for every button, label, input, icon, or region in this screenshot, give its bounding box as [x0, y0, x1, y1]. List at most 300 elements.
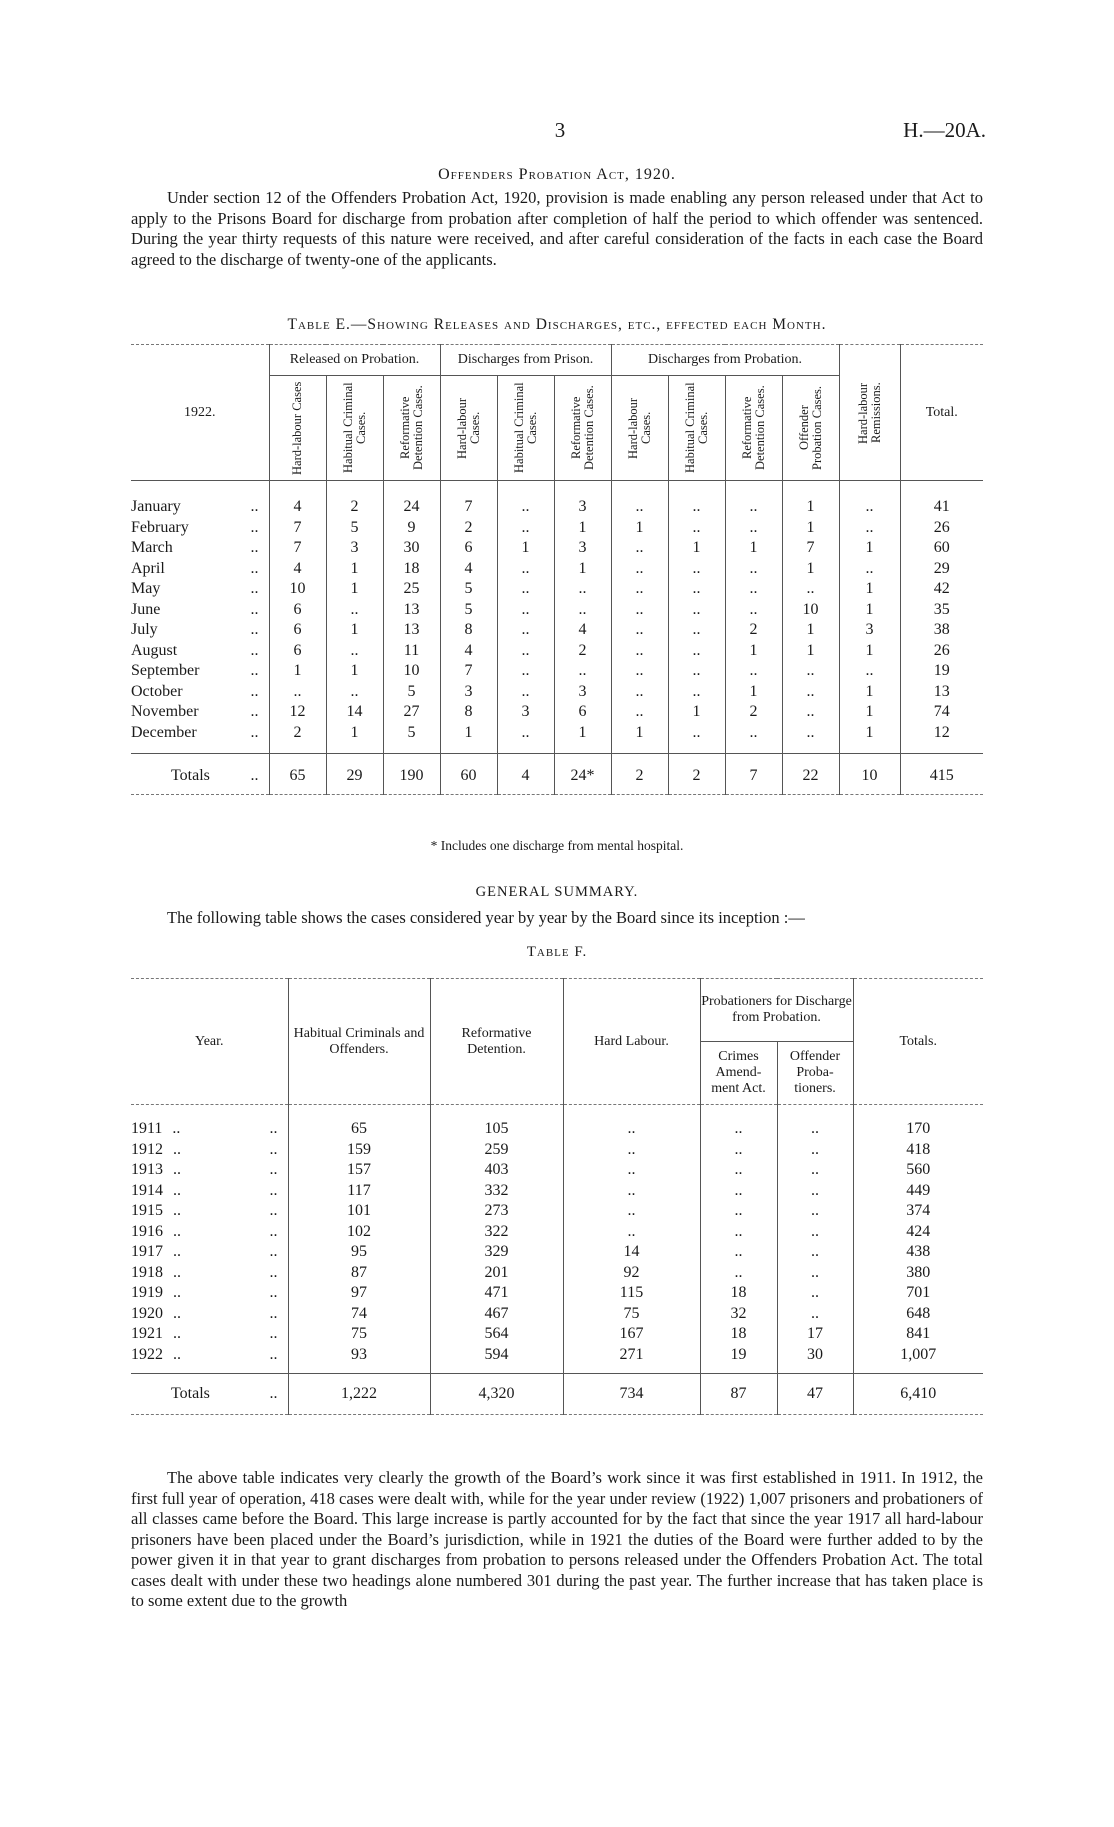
leader-dots: .. [269, 1304, 278, 1322]
value-cell: 1 [611, 518, 668, 539]
section-title: Offenders Probation Act, 1920. [438, 166, 676, 183]
total-cell: 29 [326, 754, 383, 795]
leader-dots: .. [250, 621, 259, 639]
leader-dots: .. [169, 1202, 181, 1220]
value-cell: .. [725, 579, 782, 600]
value-cell: .. [611, 559, 668, 580]
value-cell: 30 [777, 1345, 853, 1374]
value-cell: .. [725, 518, 782, 539]
value-cell: .. [611, 620, 668, 641]
value-cell: .. [700, 1160, 777, 1181]
value-cell: 5 [326, 518, 383, 539]
value-cell: .. [611, 682, 668, 703]
value-cell: .. [497, 682, 554, 703]
month-label: January [131, 498, 181, 516]
value-cell: .. [497, 661, 554, 682]
year-cell [131, 1222, 288, 1243]
value-cell: 4 [440, 559, 497, 580]
subheader: Habitual Criminal Cases. [511, 382, 539, 474]
value-cell: 12 [269, 702, 326, 723]
value-cell: 30 [383, 538, 440, 559]
total-cell: 7 [725, 754, 782, 795]
table-row [131, 559, 983, 580]
leader-dots: .. [269, 1284, 278, 1302]
table-row [131, 481, 983, 518]
value-cell: 8 [440, 620, 497, 641]
value-cell: 1 [725, 641, 782, 662]
year-label: 1917 [131, 1243, 163, 1261]
value-cell: .. [839, 518, 900, 539]
totals-row [131, 1374, 983, 1415]
totals-label-cell [131, 754, 269, 795]
value-cell: .. [668, 518, 725, 539]
value-cell: .. [611, 661, 668, 682]
value-cell: 24 [383, 481, 440, 518]
value-cell: 329 [430, 1242, 563, 1263]
value-cell: 7 [440, 481, 497, 518]
value-cell: .. [497, 641, 554, 662]
value-cell: 1 [611, 723, 668, 754]
value-cell: .. [782, 661, 839, 682]
value-cell: 13 [383, 600, 440, 621]
table-row [131, 1345, 983, 1374]
table-e-caption: Table E.—Showing Releases and Discharges, etc., effected each Month. [287, 316, 827, 333]
value-cell: 201 [430, 1263, 563, 1284]
value-cell: .. [725, 600, 782, 621]
table-row [131, 1160, 983, 1181]
value-cell: 3 [440, 682, 497, 703]
remissions-header: Hard-labour Remissions. [855, 381, 883, 444]
year-label: 1914 [131, 1181, 163, 1199]
probationers-header: Probationers for Discharge from Probation. [700, 979, 853, 1042]
leader-dots: .. [269, 1263, 278, 1281]
value-cell: 418 [853, 1140, 983, 1161]
value-cell: 1 [668, 538, 725, 559]
value-cell: 6 [269, 620, 326, 641]
value-cell: 4 [554, 620, 611, 641]
leader-dots: .. [269, 1202, 278, 1220]
year-label: 1911 [131, 1120, 163, 1138]
group-discharges-probation: Discharges from Probation. [611, 345, 839, 376]
value-cell: 7 [782, 538, 839, 559]
value-cell: 6 [554, 702, 611, 723]
leader-dots: .. [269, 1345, 278, 1363]
value-cell: .. [668, 620, 725, 641]
leader-dots: .. [169, 1140, 181, 1158]
month-label: July [131, 621, 158, 639]
group-discharges-prison: Discharges from Prison. [440, 345, 611, 376]
leader-dots: .. [169, 1263, 181, 1281]
value-cell: 1 [839, 600, 900, 621]
total-cell: 10 [839, 754, 900, 795]
value-cell: 6 [440, 538, 497, 559]
value-cell: .. [700, 1263, 777, 1284]
value-cell: 105 [430, 1105, 563, 1140]
value-cell: 115 [563, 1283, 700, 1304]
value-cell: 1 [326, 620, 383, 641]
value-cell: 2 [725, 620, 782, 641]
value-cell: 449 [853, 1181, 983, 1202]
value-cell: 1,007 [853, 1345, 983, 1374]
year-label: 1912 [131, 1140, 163, 1158]
month-label: June [131, 600, 161, 618]
value-cell: .. [611, 600, 668, 621]
subheader: Offender Probation Cases. [796, 385, 824, 471]
totals-label: Totals [171, 1385, 210, 1402]
month-cell [131, 620, 269, 641]
value-cell: 374 [853, 1201, 983, 1222]
value-cell: 32 [700, 1304, 777, 1325]
value-cell: .. [497, 579, 554, 600]
value-cell: 17 [777, 1324, 853, 1345]
leader-dots: .. [169, 1161, 181, 1179]
leader-dots: .. [269, 1140, 278, 1158]
month-label: August [131, 641, 178, 659]
leader-dots: .. [250, 600, 259, 618]
value-cell: .. [563, 1105, 700, 1140]
value-cell: 1 [839, 538, 900, 559]
leader-dots: .. [169, 1345, 181, 1363]
value-cell: 1 [725, 538, 782, 559]
value-cell: 19 [700, 1345, 777, 1374]
value-cell: 1 [839, 641, 900, 662]
value-cell: .. [777, 1105, 853, 1140]
value-cell: .. [839, 481, 900, 518]
value-cell: 403 [430, 1160, 563, 1181]
year-cell [131, 1160, 288, 1181]
leader-dots: .. [169, 1243, 181, 1261]
leader-dots: .. [250, 498, 259, 516]
value-cell: .. [725, 661, 782, 682]
table-row [131, 723, 983, 754]
value-cell: 3 [839, 620, 900, 641]
value-cell: 14 [563, 1242, 700, 1263]
value-cell: 332 [430, 1181, 563, 1202]
leader-dots: .. [250, 539, 259, 557]
total-cell: 65 [269, 754, 326, 795]
value-cell: 14 [326, 702, 383, 723]
value-cell: 18 [700, 1324, 777, 1345]
value-cell: 1 [839, 682, 900, 703]
value-cell: 8 [440, 702, 497, 723]
value-cell: 18 [383, 559, 440, 580]
value-cell: .. [611, 702, 668, 723]
value-cell: 5 [383, 682, 440, 703]
value-cell: 594 [430, 1345, 563, 1374]
value-cell: .. [725, 481, 782, 518]
leader-dots: .. [250, 767, 259, 784]
value-cell: 1 [326, 723, 383, 754]
leader-dots: .. [269, 1222, 278, 1240]
leader-dots: .. [250, 559, 259, 577]
intro-paragraph: Under section 12 of the Offenders Probation Act, 1920, provision is made enabling any person released under that Act to apply to the Prisons Board for discharge from probation after completion of half the period to which offender was sentenced. During the year thirty requests of this nature were received, and after careful consideration of the facts in each case the Board agreed to the discharge of twenty-one of the applicants. [131, 188, 983, 269]
value-cell: 1 [839, 579, 900, 600]
value-cell: 1 [269, 661, 326, 682]
value-cell: 74 [288, 1304, 430, 1325]
year-label: 1915 [131, 1202, 163, 1220]
value-cell: .. [563, 1140, 700, 1161]
leader-dots: .. [169, 1181, 181, 1199]
value-cell: 60 [900, 538, 983, 559]
table-e [131, 344, 983, 795]
value-cell: 95 [288, 1242, 430, 1263]
value-cell: .. [700, 1140, 777, 1161]
total-cell: 1,222 [288, 1374, 430, 1415]
subheader: Reformative Detention Cases. [739, 385, 767, 471]
value-cell: 2 [326, 481, 383, 518]
month-label: November [131, 703, 199, 721]
habitual-header: Habitual Criminals and Offenders. [288, 979, 430, 1105]
value-cell: .. [668, 600, 725, 621]
value-cell: 1 [497, 538, 554, 559]
month-cell [131, 538, 269, 559]
value-cell: 41 [900, 481, 983, 518]
total-cell: 87 [700, 1374, 777, 1415]
month-label: March [131, 539, 173, 557]
year-cell [131, 1345, 288, 1374]
value-cell: 93 [288, 1345, 430, 1374]
value-cell: 5 [440, 600, 497, 621]
table-row [131, 682, 983, 703]
month-cell [131, 559, 269, 580]
value-cell: 42 [900, 579, 983, 600]
leader-dots: .. [269, 1120, 278, 1138]
value-cell: 3 [497, 702, 554, 723]
total-cell: 4,320 [430, 1374, 563, 1415]
value-cell: .. [725, 559, 782, 580]
leader-dots: .. [250, 580, 259, 598]
value-cell: .. [497, 620, 554, 641]
month-cell [131, 702, 269, 723]
total-cell: 6,410 [853, 1374, 983, 1415]
value-cell: 101 [288, 1201, 430, 1222]
value-cell: 1 [554, 723, 611, 754]
value-cell: .. [668, 661, 725, 682]
table-row [131, 702, 983, 723]
value-cell: .. [782, 723, 839, 754]
value-cell: 10 [782, 600, 839, 621]
value-cell: 560 [853, 1160, 983, 1181]
value-cell: 26 [900, 641, 983, 662]
value-cell: 259 [430, 1140, 563, 1161]
value-cell: .. [497, 600, 554, 621]
value-cell: .. [326, 682, 383, 703]
value-cell: 471 [430, 1283, 563, 1304]
month-cell [131, 600, 269, 621]
value-cell: 2 [440, 518, 497, 539]
year-header: Year. [131, 979, 288, 1105]
value-cell: 273 [430, 1201, 563, 1222]
value-cell: .. [777, 1222, 853, 1243]
value-cell: .. [839, 559, 900, 580]
month-label: October [131, 682, 183, 700]
leader-dots: .. [269, 1325, 278, 1343]
value-cell: 2 [725, 702, 782, 723]
table-row [131, 1304, 983, 1325]
leader-dots: .. [168, 1120, 181, 1138]
value-cell: .. [497, 723, 554, 754]
total-cell: 2 [668, 754, 725, 795]
month-label: December [131, 723, 197, 741]
value-cell: 29 [900, 559, 983, 580]
value-cell: 1 [839, 702, 900, 723]
value-cell: .. [326, 641, 383, 662]
value-cell: 841 [853, 1324, 983, 1345]
year-cell [131, 1324, 288, 1345]
group-released: Released on Probation. [269, 345, 440, 376]
leader-dots: .. [250, 518, 259, 536]
value-cell: 701 [853, 1283, 983, 1304]
value-cell: 467 [430, 1304, 563, 1325]
table-row [131, 600, 983, 621]
month-label: May [131, 580, 161, 598]
value-cell: 271 [563, 1345, 700, 1374]
total-cell: 24* [554, 754, 611, 795]
table-row [131, 1201, 983, 1222]
subheader: Habitual Criminal Cases. [682, 382, 710, 474]
value-cell: .. [554, 600, 611, 621]
value-cell: .. [563, 1222, 700, 1243]
value-cell: 3 [554, 538, 611, 559]
document-reference: H.—20A. [903, 118, 986, 142]
value-cell: .. [777, 1283, 853, 1304]
value-cell: 380 [853, 1263, 983, 1284]
value-cell: 3 [326, 538, 383, 559]
value-cell: .. [668, 641, 725, 662]
totals-label: Totals [171, 767, 210, 784]
value-cell: 19 [900, 661, 983, 682]
table-row [131, 641, 983, 662]
value-cell: 1 [782, 518, 839, 539]
table-row [131, 1181, 983, 1202]
value-cell: 6 [269, 600, 326, 621]
value-cell: 170 [853, 1105, 983, 1140]
value-cell: 12 [900, 723, 983, 754]
value-cell: 1 [782, 481, 839, 518]
value-cell: .. [777, 1140, 853, 1161]
page-number: 3 [554, 118, 566, 142]
value-cell: .. [700, 1222, 777, 1243]
table-row [131, 1105, 983, 1140]
value-cell: 7 [269, 518, 326, 539]
value-cell: .. [497, 518, 554, 539]
leader-dots: .. [250, 682, 259, 700]
total-header: Total. [900, 345, 983, 481]
value-cell: .. [668, 579, 725, 600]
value-cell: .. [554, 579, 611, 600]
year-header: 1922. [131, 345, 269, 481]
month-cell [131, 579, 269, 600]
leader-dots: .. [269, 1385, 278, 1402]
value-cell: .. [725, 723, 782, 754]
value-cell: 9 [383, 518, 440, 539]
month-label: February [131, 518, 189, 536]
value-cell: 7 [269, 538, 326, 559]
value-cell: 4 [269, 559, 326, 580]
leader-dots: .. [169, 1284, 181, 1302]
totals-row [131, 754, 983, 795]
value-cell: 1 [782, 620, 839, 641]
leader-dots: .. [269, 1243, 278, 1261]
value-cell: .. [668, 723, 725, 754]
year-cell [131, 1105, 288, 1140]
value-cell: 1 [668, 702, 725, 723]
value-cell: 1 [554, 518, 611, 539]
leader-dots: .. [250, 703, 259, 721]
year-cell [131, 1201, 288, 1222]
value-cell: 25 [383, 579, 440, 600]
total-cell: 47 [777, 1374, 853, 1415]
value-cell: .. [668, 559, 725, 580]
subheader: Reformative Detention Cases. [397, 385, 425, 471]
year-label: 1922 [131, 1345, 163, 1363]
year-cell [131, 1283, 288, 1304]
month-label: April [131, 559, 165, 577]
hard-labour-header: Hard Labour. [563, 979, 700, 1105]
value-cell: .. [777, 1181, 853, 1202]
value-cell: .. [782, 702, 839, 723]
leader-dots: .. [250, 723, 259, 741]
table-row [131, 1283, 983, 1304]
value-cell: 424 [853, 1222, 983, 1243]
year-label: 1919 [131, 1284, 163, 1302]
value-cell: .. [777, 1201, 853, 1222]
table-row [131, 538, 983, 559]
value-cell: 13 [900, 682, 983, 703]
totals-header: Totals. [853, 979, 983, 1105]
value-cell: 97 [288, 1283, 430, 1304]
value-cell: .. [554, 661, 611, 682]
value-cell: .. [782, 579, 839, 600]
month-cell [131, 661, 269, 682]
value-cell: .. [497, 559, 554, 580]
value-cell: 65 [288, 1105, 430, 1140]
total-cell: 22 [782, 754, 839, 795]
month-cell [131, 518, 269, 539]
value-cell: 27 [383, 702, 440, 723]
leader-dots: .. [269, 1181, 278, 1199]
total-cell: 60 [440, 754, 497, 795]
value-cell: 13 [383, 620, 440, 641]
month-cell [131, 723, 269, 754]
value-cell: 75 [288, 1324, 430, 1345]
year-label: 1918 [131, 1263, 163, 1281]
table-row [131, 1263, 983, 1284]
value-cell: 4 [440, 641, 497, 662]
leader-dots: .. [250, 641, 259, 659]
table-row [131, 1324, 983, 1345]
value-cell: 648 [853, 1304, 983, 1325]
table-row [131, 1242, 983, 1263]
subheader: Hard-labour Cases. [454, 397, 482, 459]
value-cell: 11 [383, 641, 440, 662]
value-cell: .. [563, 1160, 700, 1181]
reformative-header: Reformative Detention. [430, 979, 563, 1105]
value-cell: 1 [440, 723, 497, 754]
month-cell [131, 682, 269, 703]
value-cell: 35 [900, 600, 983, 621]
value-cell: 10 [269, 579, 326, 600]
summary-intro: The following table shows the cases considered year by year by the Board since its inception :— [167, 908, 805, 927]
total-cell: 2 [611, 754, 668, 795]
value-cell: 117 [288, 1181, 430, 1202]
value-cell: 1 [782, 559, 839, 580]
value-cell: .. [782, 682, 839, 703]
totals-label-cell [131, 1374, 288, 1415]
total-cell: 190 [383, 754, 440, 795]
offender-probationers-header: Offender Proba- tioners. [777, 1042, 853, 1105]
value-cell: .. [269, 682, 326, 703]
